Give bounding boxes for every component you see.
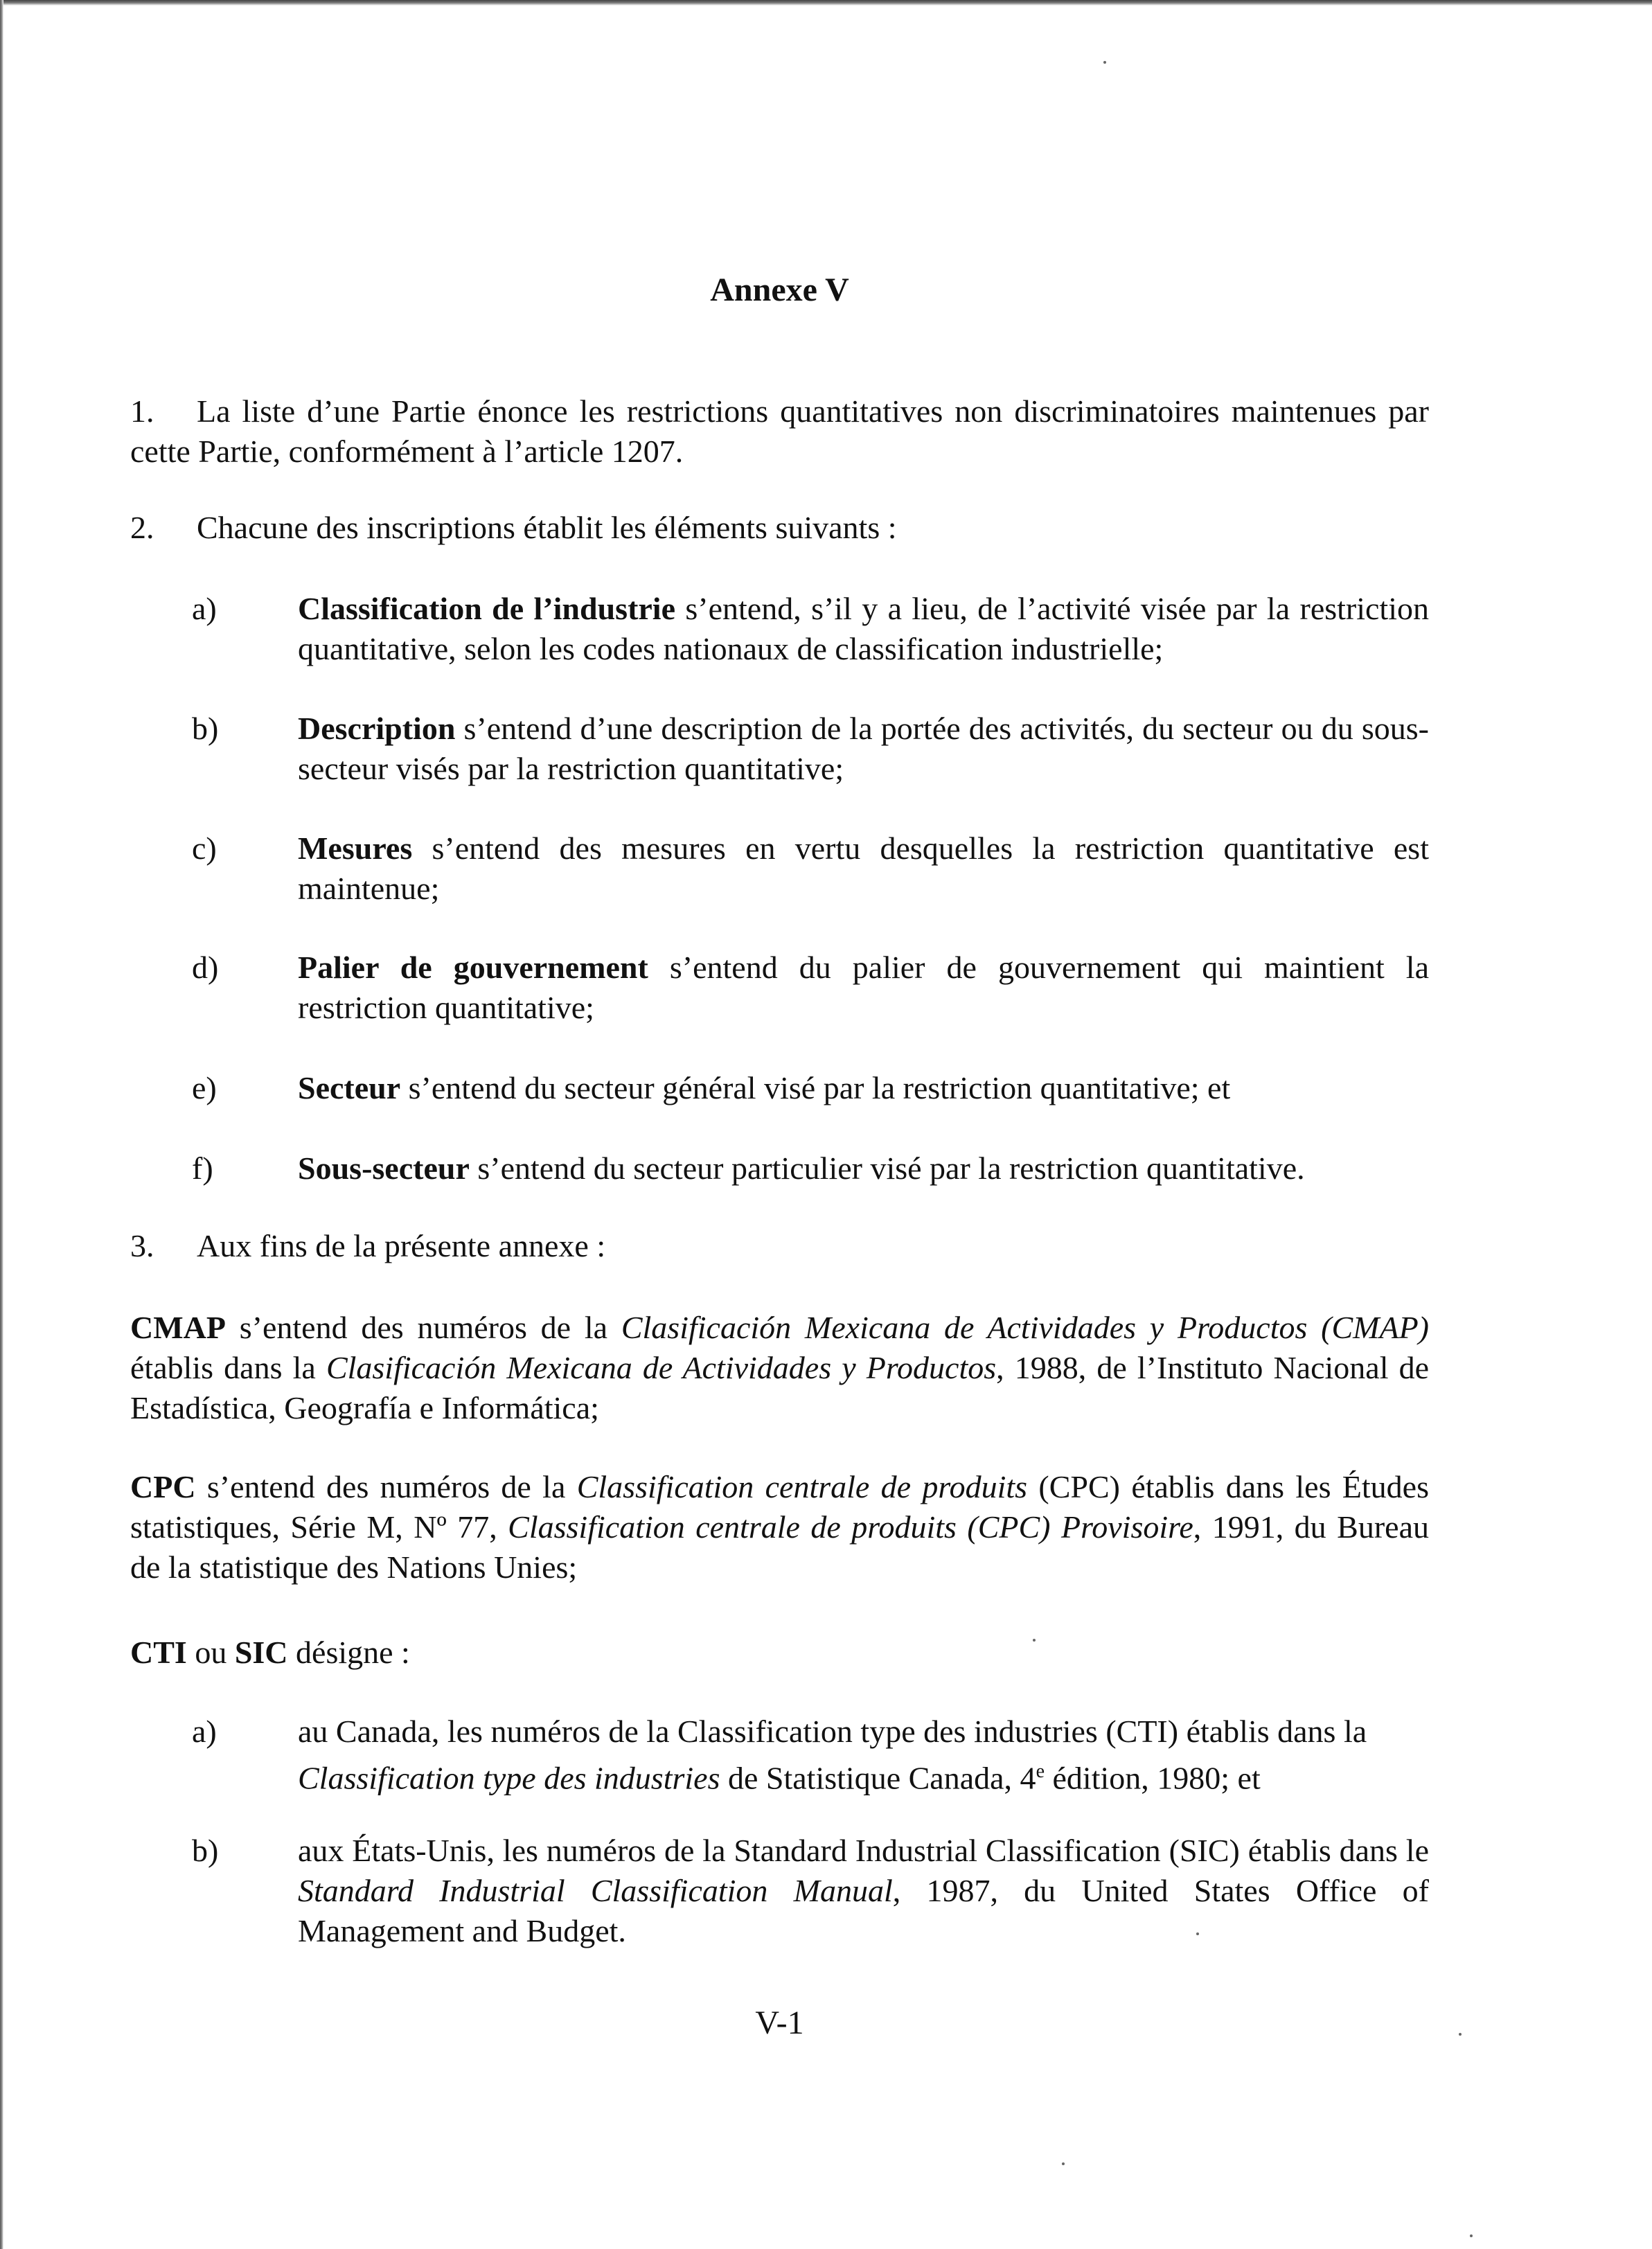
scan-speck: [1103, 61, 1106, 64]
list-item-term: Palier de gouvernement: [298, 950, 648, 985]
list-item-text: [298, 1148, 1429, 1189]
page-title: Annexe V: [710, 272, 849, 308]
definition-text: désigne :: [287, 1635, 410, 1670]
list-item-text: [298, 1068, 1429, 1108]
scan-top-edge: [0, 0, 1652, 6]
definition-title: Classification centrale de produits (CPC) Provisoire: [508, 1509, 1193, 1545]
list-item-text: [298, 1712, 1429, 1798]
list-item-description: s’entend du secteur particulier visé par la restriction quantitative.: [469, 1150, 1305, 1186]
definition-text: , 1988, de l’Instituto Nacional de Estadística, Geografía e Informática;: [130, 1350, 1430, 1425]
definition-term: CTI: [130, 1635, 187, 1670]
definition-title: Classification centrale de produits: [576, 1469, 1028, 1504]
list-item-description: au Canada, les numéros de la Classification type des industries (CTI) établis dans la: [298, 1714, 1367, 1749]
scan-speck: [1470, 2234, 1473, 2237]
definition-text: s’entend des numéros de la: [195, 1469, 577, 1504]
definition-term: CMAP: [130, 1310, 226, 1345]
list-item-description: édition, 1980; et: [1045, 1760, 1261, 1796]
paragraph-1-number: 1.: [130, 393, 154, 429]
paragraph-2: [130, 508, 1429, 548]
paragraph-1: [130, 391, 1429, 472]
definition-title: Classification type des industries: [298, 1760, 720, 1796]
definition-title: Clasificación Mexicana de Actividades y Productos (CMAP): [621, 1310, 1429, 1345]
list-item-letter: a): [192, 1714, 217, 1749]
definition-text: ou: [186, 1635, 235, 1670]
scan-speck: [1033, 1639, 1036, 1642]
list-item-term: Secteur: [298, 1070, 401, 1105]
definition-cpc: [130, 1467, 1429, 1588]
paragraph-2-text: Chacune des inscriptions établit les éléments suivants :: [197, 510, 897, 545]
list-item-letter: a): [192, 591, 217, 626]
definition-text: , 1991, du Bureau de la statistique des Nations Unies;: [130, 1509, 1429, 1585]
definition-title: Clasificación Mexicana de Actividades y Productos: [326, 1350, 997, 1385]
definition-cmap: [130, 1308, 1429, 1428]
list-item-letter: b): [192, 1833, 219, 1868]
list-item-letter: b): [192, 711, 219, 746]
scan-speck: [1459, 2033, 1462, 2036]
definition-cti-sic: [130, 1633, 1429, 1673]
list-item-text: [298, 709, 1429, 789]
scan-left-edge: [0, 0, 3, 2249]
list-item-description: s’entend du secteur général visé par la restriction quantitative; et: [400, 1070, 1231, 1105]
list-item-term: Sous-secteur: [298, 1150, 470, 1186]
list-item-description: de Statistique Canada, 4: [720, 1760, 1036, 1796]
paragraph-2-number: 2.: [130, 510, 154, 545]
list-item-letter: d): [192, 950, 219, 985]
list-item-description: , 1987, du United States Office of Management and Budget.: [298, 1873, 1429, 1948]
list-item-letter: f): [192, 1150, 213, 1186]
definition-term: CPC: [130, 1469, 196, 1504]
list-item-description: s’entend d’une description de la portée des activités, du secteur ou du sous-secteur visés par la restriction quantitative;: [298, 711, 1429, 786]
page-number: V-1: [755, 2004, 804, 2041]
list-item-text: [298, 1831, 1429, 1951]
list-item-description: s’entend du palier de gouvernement qui maintient la restriction quantitative;: [298, 950, 1429, 1025]
list-item-description: s’entend des mesures en vertu desquelles la restriction quantitative est maintenue;: [298, 830, 1429, 906]
paragraph-3-text: Aux fins de la présente annexe :: [197, 1228, 606, 1263]
definition-text: établis dans la: [130, 1350, 326, 1385]
definition-term: SIC: [234, 1635, 288, 1670]
definition-title: Standard Industrial Classification Manual: [298, 1873, 893, 1908]
list-item-term: Description: [298, 711, 456, 746]
paragraph-3: [130, 1226, 1429, 1266]
scan-speck: [1196, 1932, 1199, 1935]
definition-text: s’entend des numéros de la: [225, 1310, 621, 1345]
superscript: e: [1036, 1761, 1045, 1782]
list-item-term: Classification de l’industrie: [298, 591, 675, 626]
scan-speck: [1062, 2162, 1065, 2165]
list-item-text: [298, 828, 1429, 909]
list-item-description: aux États-Unis, les numéros de la Standard Industrial Classification (SIC) établis dans le: [298, 1833, 1429, 1868]
paragraph-3-number: 3.: [130, 1228, 154, 1263]
list-item-term: Mesures: [298, 830, 413, 866]
definition-text: (CPC) établis dans les Études statistiques, Série M, Nº 77,: [130, 1469, 1429, 1545]
list-item-text: [298, 589, 1429, 669]
list-item-description: s’entend, s’il y a lieu, de l’activité visée par la restriction quantitative, selon les codes nationaux de classification industrielle;: [298, 591, 1429, 666]
list-item-letter: c): [192, 830, 217, 866]
list-item-text: [298, 948, 1429, 1028]
paragraph-1-text: La liste d’une Partie énonce les restrictions quantitatives non discriminatoires maintenues par cette Partie, conformément à l’article 1207.: [130, 393, 1429, 469]
list-item-letter: e): [192, 1070, 217, 1105]
